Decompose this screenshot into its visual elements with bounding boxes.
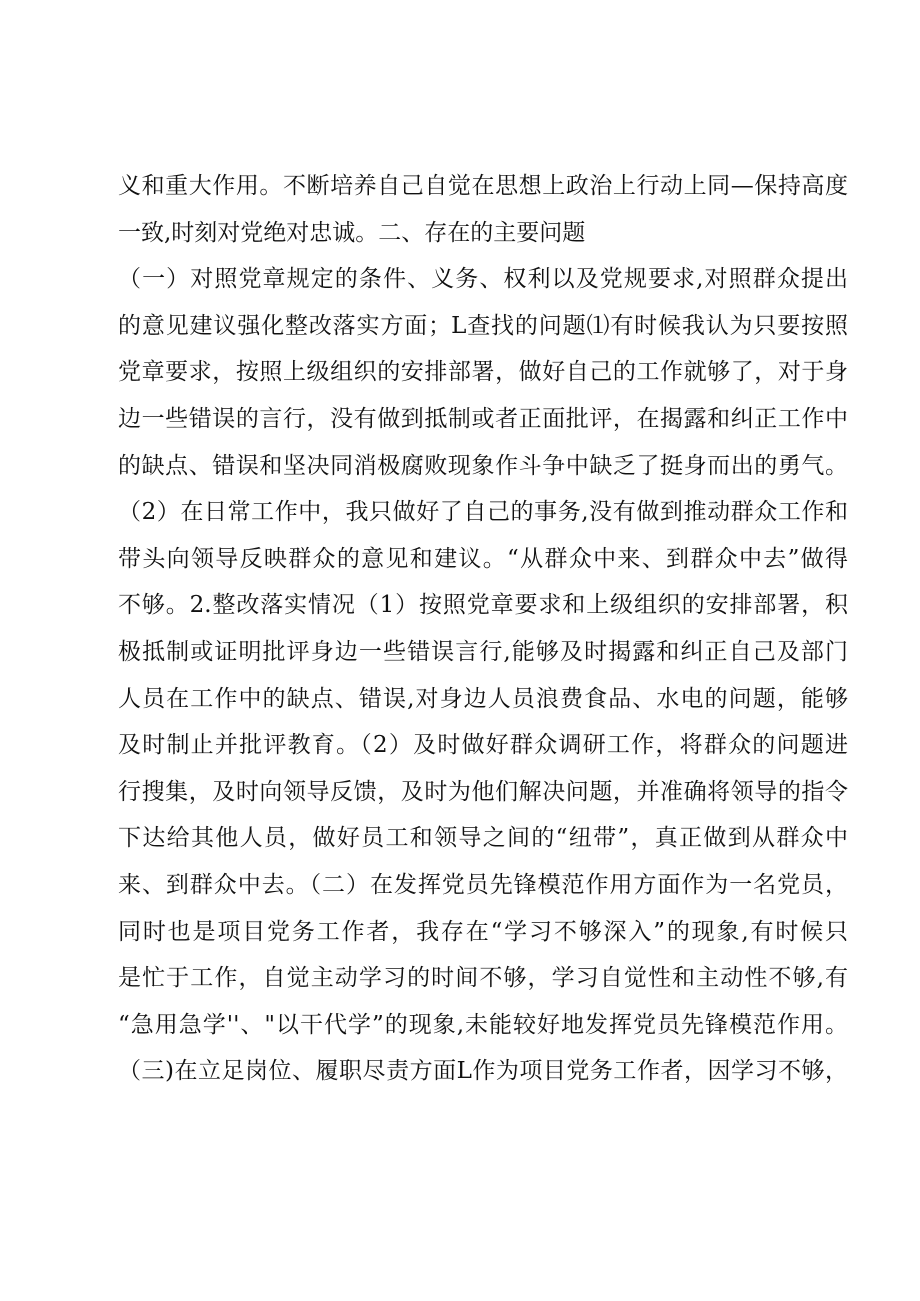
text-line: （2）在日常工作中，我只做好了自己的事务,没有做到推动群众工作和	[118, 499, 848, 526]
text-line: 不够。2.整改落实情况（1）按照党章要求和上级组织的安排部署，积	[118, 592, 848, 619]
text-line: 的缺点、错误和坚决同消极腐败现象作斗争中缺乏了挺身而出的勇气。	[118, 452, 848, 479]
text-line: 及时制止并批评教育。（2）及时做好群众调研工作，将群众的问题进	[118, 732, 848, 759]
text-line: 带头向领导反映群众的意见和建议。“从群众中来、到群众中去”做得	[118, 545, 848, 572]
text-line: （三)在立足岗位、履职尽责方面L作为项目党务工作者，因学习不够，	[118, 1058, 848, 1085]
text-line: 是忙于工作，自觉主动学习的时间不够，学习自觉性和主动性不够,有	[118, 965, 848, 992]
text-line: 行搜集，及时向领导反馈，及时为他们解决问题，并准确将领导的指令	[118, 778, 848, 805]
text-line: 同时也是项目党务工作者，我存在“学习不够深入”的现象,有时候只	[118, 918, 848, 945]
text-line: “急用急学''、"以干代学”的现象,未能较好地发挥党员先锋模范作用。	[118, 1011, 848, 1038]
text-line: 的意见建议强化整改落实方面；L查找的问题⑴有时候我认为只要按照	[118, 312, 848, 339]
text-line: 下达给其他人员，做好员工和领导之间的“纽带”，真正做到从群众中	[118, 825, 848, 852]
text-line: 来、到群众中去。（二）在发挥党员先锋模范作用方面作为一名党员，	[118, 871, 848, 898]
text-line: 义和重大作用。不断培养自己自觉在思想上政治上行动上同—保持高度	[118, 173, 848, 199]
text-line: 边一些错误的言行，没有做到抵制或者正面批评，在揭露和纠正工作中	[118, 405, 848, 432]
text-line: 党章要求，按照上级组织的安排部署，做好自己的工作就够了，对于身	[118, 359, 848, 386]
text-line: 人员在工作中的缺点、错误,对身边人员浪费食品、水电的问题，能够	[118, 685, 848, 712]
document-body	[118, 163, 848, 1095]
text-line: 极抵制或证明批评身边一些错误言行,能够及时揭露和纠正自己及部门	[118, 638, 848, 665]
text-line: （一）对照党章规定的条件、义务、权利以及党规要求,对照群众提出	[118, 266, 848, 293]
text-line: 一致,时刻对党绝对忠诚。二、存在的主要问题	[118, 219, 586, 246]
